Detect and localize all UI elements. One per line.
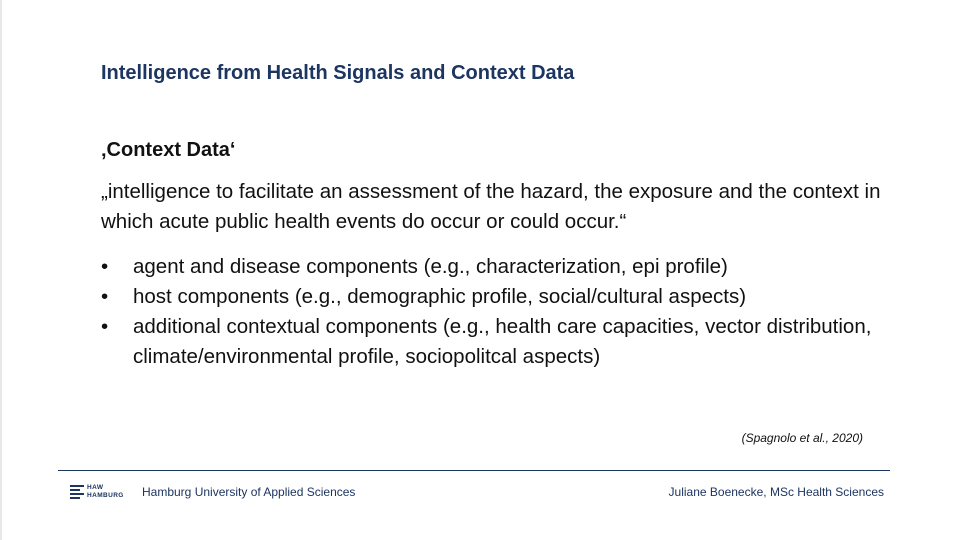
bullet-marker: •	[101, 255, 109, 278]
bullet-text: host components (e.g., demographic profile, social/cultural aspects)	[133, 285, 747, 308]
bullet-text: additional contextual components (e.g., health care capacities, vector distribution, climate/environmental profile, sociopolitcal aspects)	[133, 315, 872, 368]
bullet-text: agent and disease components (e.g., characterization, epi profile)	[133, 255, 728, 278]
definition-quote: „intelligence to facilitate an assessment of the hazard, the exposure and the context in which acute public health events do occur or could occur.“	[101, 180, 881, 233]
footer-author: Juliane Boenecke, MSc Health Sciences	[668, 485, 884, 499]
bullet-marker: •	[101, 285, 109, 308]
logo-bars-icon	[70, 485, 84, 501]
bullet-marker: •	[101, 315, 109, 338]
bullet-item	[101, 252, 891, 282]
footer-divider	[58, 470, 890, 471]
bullet-item	[101, 282, 891, 312]
citation: (Spagnolo et al., 2020)	[741, 431, 863, 445]
logo-wordmark: HAW HAMBURG	[87, 484, 124, 499]
footer-institution: Hamburg University of Applied Sciences	[142, 485, 356, 499]
slide-edge	[0, 0, 2, 540]
bullet-item	[101, 312, 891, 372]
section-heading: ‚Context Data‘	[101, 139, 236, 161]
slide-title: Intelligence from Health Signals and Context Data	[101, 62, 575, 84]
bullet-list	[101, 252, 891, 372]
haw-hamburg-logo	[70, 484, 130, 502]
